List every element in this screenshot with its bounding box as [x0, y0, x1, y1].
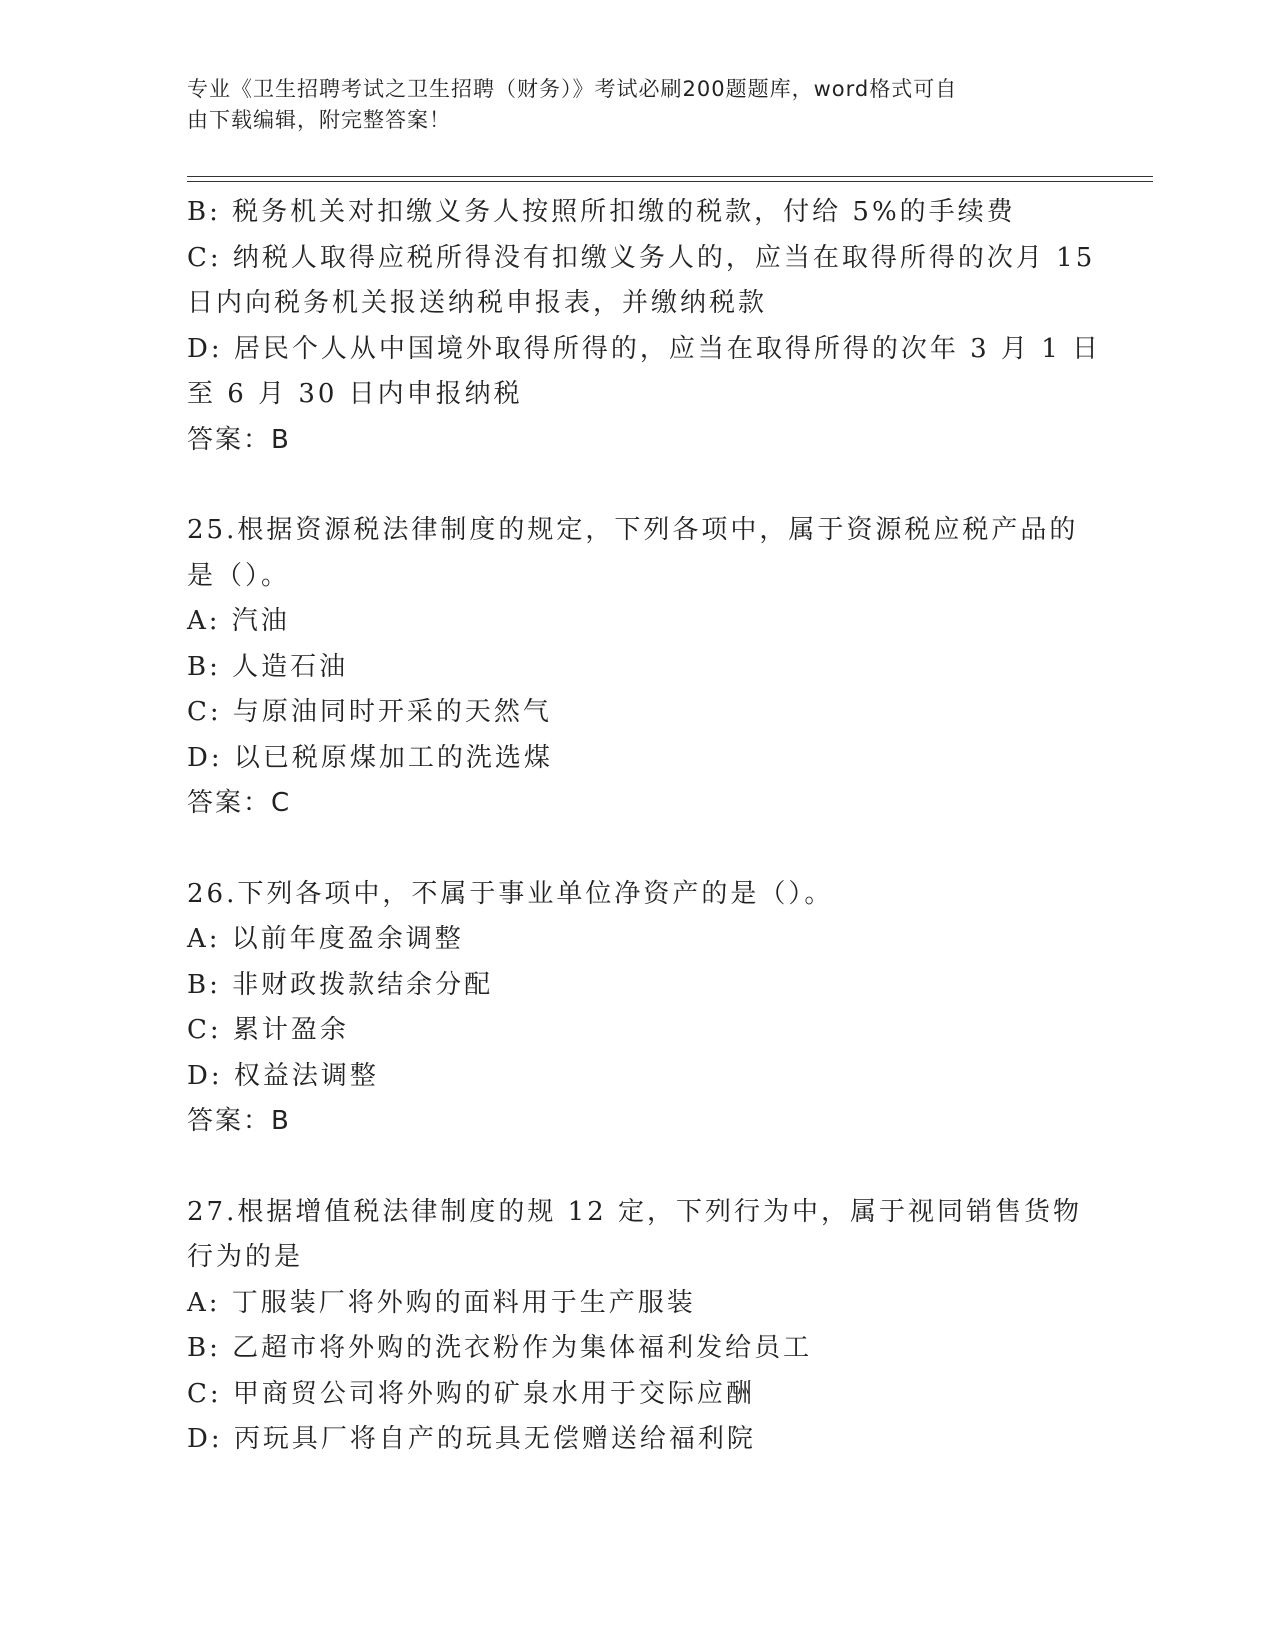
question-stem-line-2: 行为的是: [187, 1242, 304, 1272]
question-25: [187, 508, 1087, 827]
header-line-2: 由下载编辑，附完整答案！: [187, 108, 451, 132]
option-c-line-1: C: 纳税人取得应税所得没有扣缴义务人的，应当在取得所得的次月 15: [187, 242, 1096, 273]
option-b: B: 乙超市将外购的洗衣粉作为集体福利发给员工: [187, 1333, 813, 1363]
option-d: D: 权益法调整: [187, 1060, 379, 1091]
option-d: D: 以已税原煤加工的洗选煤: [187, 742, 553, 773]
question-gap: [187, 827, 1087, 872]
option-a: A: 以前年度盈余调整: [187, 924, 464, 954]
header-line-1: 专业《卫生招聘考试之卫生招聘（财务）》考试必刷200题题库，word格式可自: [187, 77, 958, 101]
option-c: C: 累计盈余: [187, 1015, 349, 1045]
option-d: D: 丙玩具厂将自产的玩具无偿赠送给福利院: [187, 1424, 756, 1454]
answer: 答案：C: [187, 788, 292, 818]
header-rule-top: [187, 176, 1153, 177]
option-a: A: 汽油: [187, 606, 290, 636]
question-gap: [187, 1145, 1087, 1190]
option-d-line-1: D: 居民个人从中国境外取得所得的，应当在取得所得的次年 3 月 1 日: [187, 333, 1102, 364]
question-stem: 26.下列各项中，不属于事业单位净资产的是（）。: [187, 878, 834, 909]
question-26: [187, 872, 1087, 1145]
option-c-line-2: 日内向税务机关报送纳税申报表，并缴纳税款: [187, 288, 768, 318]
option-b: B: 人造石油: [187, 651, 349, 682]
option-c: C: 甲商贸公司将外购的矿泉水用于交际应酬: [187, 1378, 755, 1409]
question-24-continued: [187, 190, 1102, 463]
answer: 答案：B: [187, 424, 291, 455]
option-b: B: 税务机关对扣缴义务人按照所扣缴的税款，付给 5%的手续费: [187, 197, 1016, 227]
option-a: A: 丁服装厂将外购的面料用于生产服装: [187, 1287, 696, 1318]
answer: 答案：B: [187, 1106, 291, 1136]
question-27: [187, 1190, 1087, 1463]
question-stem-line-2: 是（）。: [187, 560, 291, 591]
option-b: B: 非财政拨款结余分配: [187, 969, 494, 1000]
option-d-line-2: 至 6 月 30 日内申报纳税: [187, 379, 523, 409]
header-rule-bottom: [187, 181, 1153, 182]
document-header: [187, 74, 1067, 136]
question-gap: [187, 463, 1087, 508]
question-stem-line-1: 27.根据增值税法律制度的规 12 定，下列行为中，属于视同销售货物: [187, 1196, 1082, 1227]
option-c: C: 与原油同时开采的天然气: [187, 697, 552, 727]
question-stem-line-1: 25.根据资源税法律制度的规定，下列各项中，属于资源税应税产品的: [187, 515, 1079, 545]
document-body: [187, 190, 1102, 1463]
